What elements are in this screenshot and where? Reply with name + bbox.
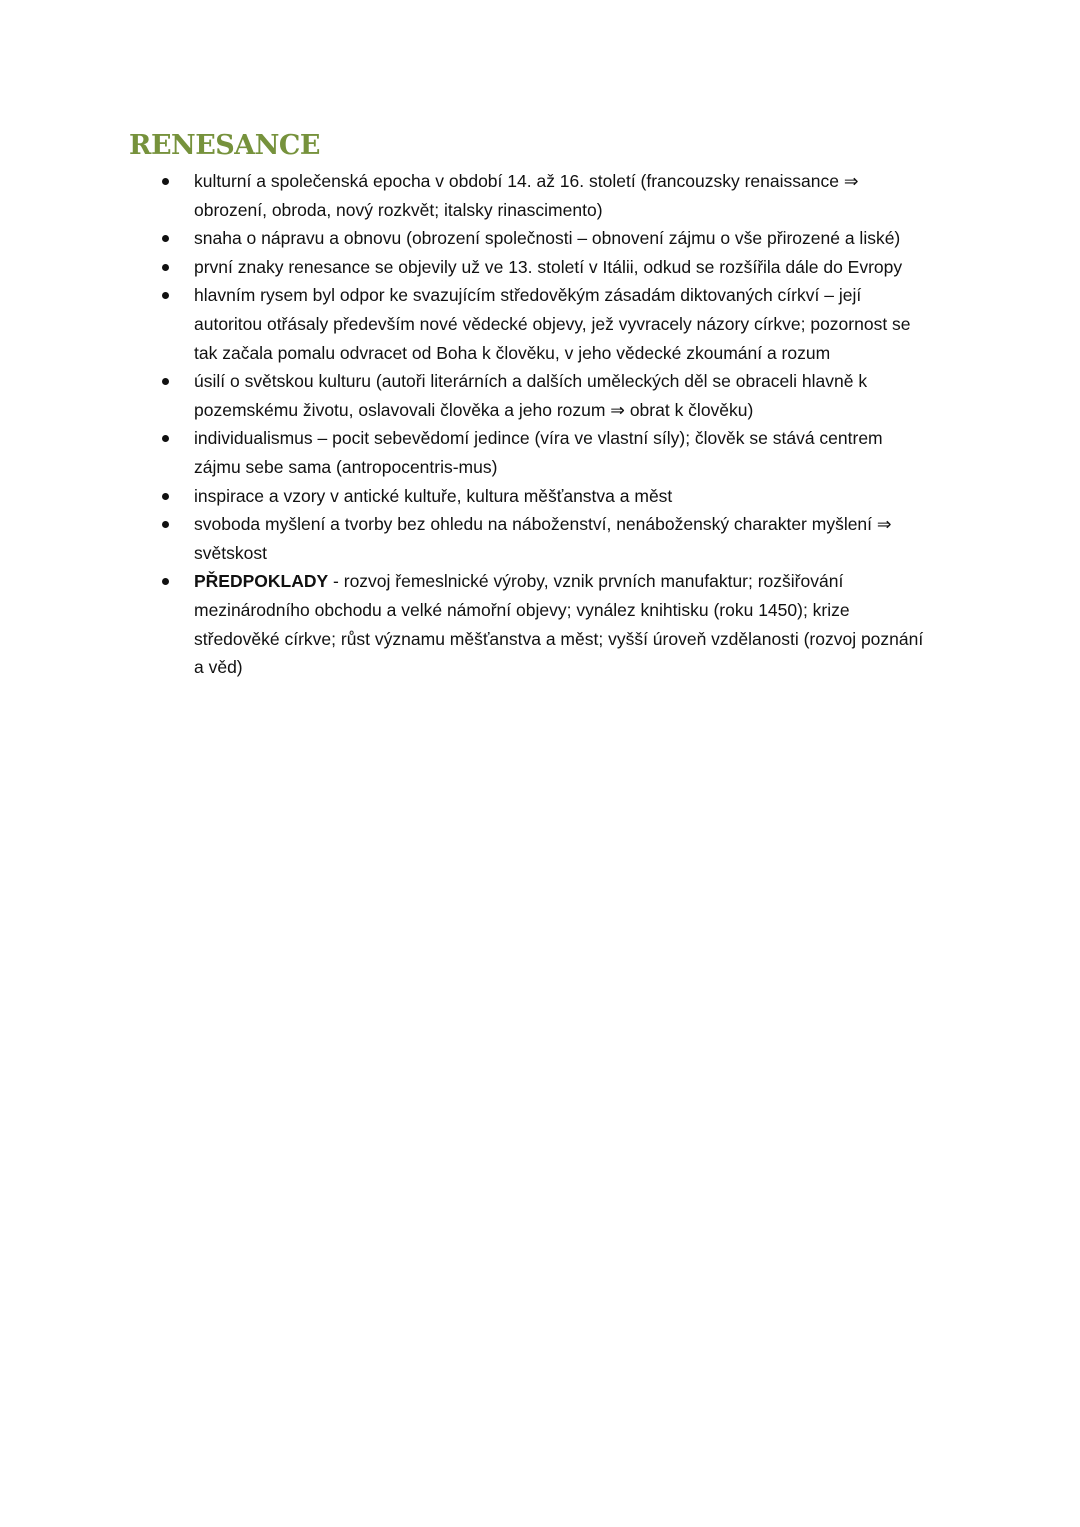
list-item-text: tak začala pomalu odvracet od Boha k člověku, v jeho vědecké zkoumání a rozum bbox=[194, 342, 831, 363]
list-item-text: úsilí o světskou kulturu (autoři literárních a dalších uměleckých děl se obraceli hlavně k bbox=[194, 371, 868, 392]
list-item-text: světskost bbox=[194, 542, 267, 563]
bullet-icon bbox=[162, 292, 169, 299]
list-item bbox=[0, 167, 1080, 224]
bullet-icon bbox=[162, 235, 169, 242]
bullet-icon bbox=[162, 493, 169, 500]
list-item bbox=[0, 567, 1080, 681]
list-item-text: - rozvoj řemeslnické výroby, vznik prvních manufaktur; rozšiřování bbox=[328, 571, 844, 592]
bullet-icon bbox=[162, 435, 169, 442]
list-item-text: autoritou otřásaly především nové vědecké objevy, jež vyvracely názory církve; pozornost se bbox=[194, 313, 911, 334]
list-item bbox=[0, 424, 1080, 481]
list-item-text: mezinárodního obchodu a velké námořní objevy; vynález knihtisku (roku 1450); krize bbox=[194, 599, 850, 620]
list-item-text: individualismus – pocit sebevědomí jedince (víra ve vlastní síly); člověk se stává centrem bbox=[194, 428, 883, 449]
list-item-text: snaha o nápravu a obnovu (obrození společnosti – obnovení zájmu o vše přirozené a liské) bbox=[194, 228, 901, 249]
list-item-text: inspirace a vzory v antické kultuře, kultura měšťanstva a měst bbox=[194, 485, 673, 506]
bullet-icon bbox=[162, 578, 169, 585]
list-item-text: zájmu sebe sama (antropocentris-mus) bbox=[194, 456, 498, 477]
page-title: RENESANCE bbox=[129, 130, 320, 161]
list-item bbox=[0, 281, 1080, 367]
list-item-lead: PŘEDPOKLADY bbox=[194, 571, 329, 592]
list-item bbox=[0, 482, 1080, 511]
bullet-icon bbox=[162, 378, 169, 385]
list-item-text: svoboda myšlení a tvorby bez ohledu na náboženství, nenáboženský charakter myšlení ⇒ bbox=[194, 514, 892, 535]
list-item-text: a věd) bbox=[194, 657, 243, 678]
list-item-text: středověké církve; růst významu měšťanstva a měst; vyšší úroveň vzdělanosti (rozvoj poznání bbox=[194, 628, 924, 649]
bullet-list bbox=[0, 167, 1080, 682]
list-item-text: hlavním rysem byl odpor ke svazujícím středověkým zásadám diktovaných církví – její bbox=[194, 285, 862, 306]
list-item bbox=[0, 224, 1080, 253]
bullet-icon bbox=[162, 178, 169, 185]
list-item-text: kulturní a společenská epocha v období 14. až 16. století (francouzsky renaissance ⇒ bbox=[194, 171, 859, 191]
list-item bbox=[0, 510, 1080, 567]
list-item-text: obrození, obroda, nový rozkvět; italsky rinascimento) bbox=[194, 199, 603, 220]
bullet-icon bbox=[162, 264, 169, 271]
bullet-icon bbox=[162, 521, 169, 528]
list-item-text: první znaky renesance se objevily už ve 13. století v Itálii, odkud se rozšířila dále do Evropy bbox=[194, 256, 903, 277]
list-item-text: pozemskému životu, oslavovali člověka a jeho rozum ⇒ obrat k člověku) bbox=[194, 399, 754, 420]
list-item bbox=[0, 367, 1080, 424]
list-item bbox=[0, 253, 1080, 282]
